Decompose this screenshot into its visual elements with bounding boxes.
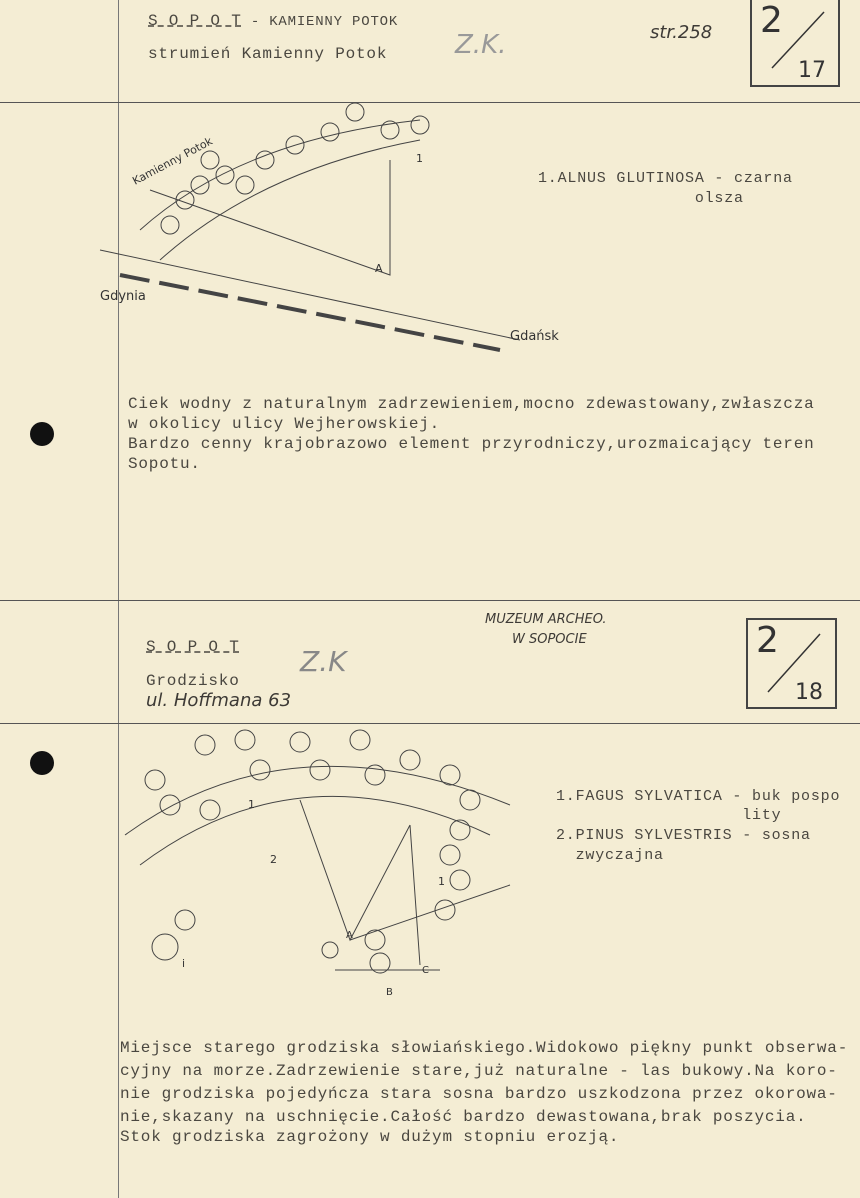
- card1-title: [148, 11, 398, 32]
- label-tree1: 1: [248, 798, 255, 811]
- card2-desc-1: Miejsce starego grodziska słowiańskiego.Widokowo piękny punkt obserwa-: [120, 1039, 849, 1057]
- card2-legend-1: 1.FAGUS SYLVATICA - buk pospo: [556, 788, 841, 805]
- number-bottom: 18: [795, 680, 823, 705]
- label-point: A: [375, 262, 383, 275]
- number-top: 2: [756, 620, 779, 661]
- card1-legend-2: olsza: [538, 190, 744, 207]
- label-tree1b: 1: [438, 875, 445, 888]
- card1-desc-2: w okolicy ulicy Wejherowskiej.: [128, 415, 441, 433]
- card1-initials: Z.K.: [455, 30, 507, 60]
- card1-desc-4: Sopotu.: [128, 455, 201, 473]
- title-place: S O P O T: [148, 12, 242, 30]
- label-gdansk: Gdańsk: [510, 329, 559, 344]
- card1-legend-1: 1.ALNUS GLUTINOSA - czarna: [538, 170, 793, 187]
- label-tree1c: i: [182, 957, 186, 970]
- card1-number-box: [750, 0, 840, 87]
- card2-initials: Z.K: [300, 645, 347, 678]
- label-point-b: B: [386, 987, 393, 998]
- card1-desc-3: Bardzo cenny krajobrazowo element przyrodniczy,urozmaicający teren: [128, 435, 815, 453]
- card1-desc-1: Ciek wodny z naturalnym zadrzewieniem,mocno zdewastowany,zwłaszcza: [128, 395, 815, 413]
- card2-note-1: MUZEUM ARCHEO.: [485, 612, 607, 627]
- card2-legend-3: 2.PINUS SYLVESTRIS - sosna: [556, 827, 811, 844]
- card1-page-note: str.258: [650, 22, 713, 43]
- number-bottom: 17: [798, 58, 826, 83]
- divider: [0, 600, 860, 601]
- title-rest: - KAMIENNY POTOK: [241, 14, 399, 30]
- card1-subtitle: strumień Kamienny Potok: [148, 45, 388, 63]
- punch-hole: [30, 751, 54, 775]
- card2-legend-4: zwyczajna: [556, 847, 664, 864]
- card2-subtitle: Grodzisko: [146, 672, 240, 690]
- label-gdynia: Gdynia: [100, 289, 146, 304]
- card2-desc-5: Stok grodziska zagrożony w dużym stopniu erozją.: [120, 1128, 620, 1146]
- card2-desc-3: nie grodziska pojedyńcza stara sosna bardzo uszkodzona przez okorowa-: [120, 1085, 838, 1103]
- label-point-a: A: [346, 930, 353, 941]
- number-top: 2: [760, 0, 783, 41]
- card2-number-box: [746, 618, 837, 709]
- title-place: S O P O T: [146, 638, 240, 656]
- label-point-c: C: [422, 965, 429, 976]
- label-tree: 1: [416, 152, 423, 165]
- card2-address: ul. Hoffmana 63: [146, 690, 292, 711]
- divider: [0, 723, 860, 724]
- punch-hole: [30, 422, 54, 446]
- card2-desc-4: nie,skazany na uschnięcie.Całość bardzo dewastowana,brak poszycia.: [120, 1108, 807, 1126]
- card2-desc-2: cyjny na morze.Zadrzewienie stare,już naturalne - las bukowy.Na koro-: [120, 1062, 838, 1080]
- label-tree2: 2: [270, 853, 277, 866]
- label-stream: Kamienny Potok: [130, 134, 215, 188]
- card1-sketch-map: [90, 100, 559, 350]
- card2-title: [146, 637, 240, 657]
- card2-sketch-map: [110, 725, 530, 998]
- card2-legend-2: lity: [556, 807, 782, 824]
- card2-note-2: W SOPOCIE: [512, 632, 587, 647]
